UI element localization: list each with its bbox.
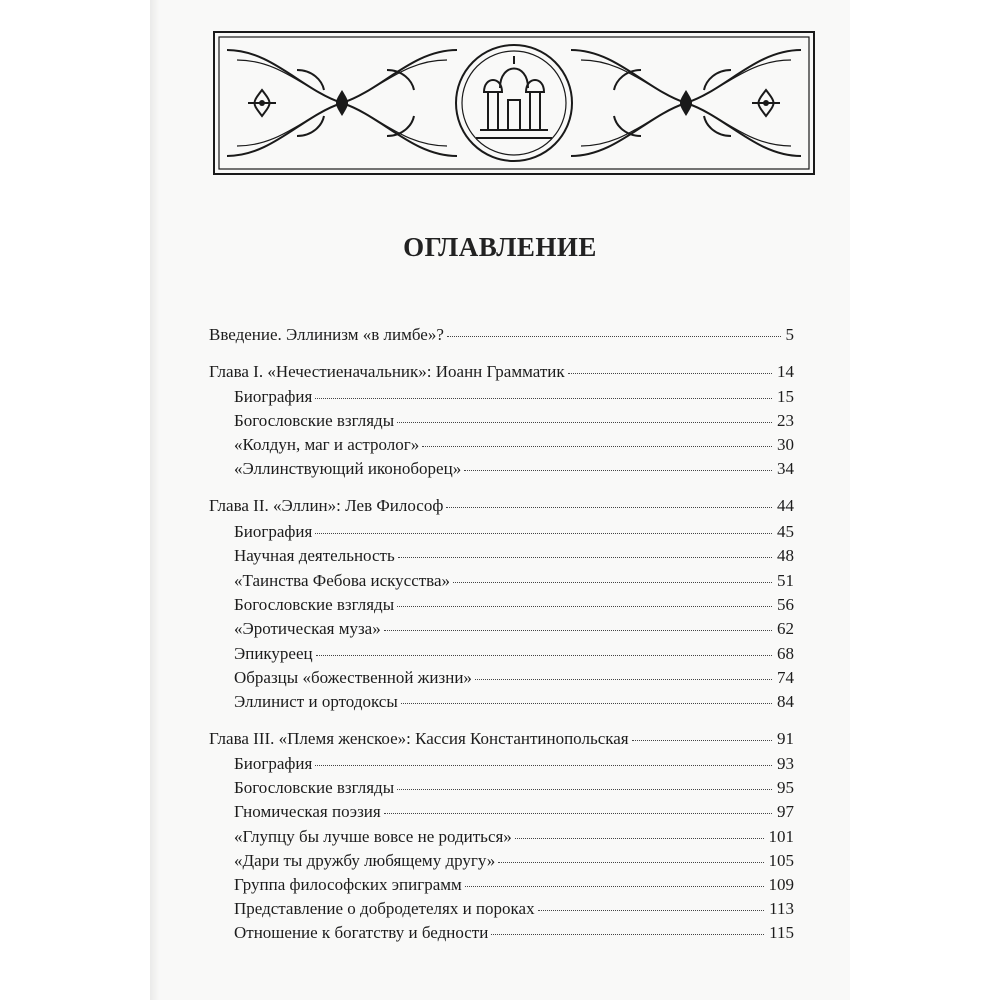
toc-entry-title: Биография bbox=[234, 387, 313, 406]
toc-entry-title: Введение. Эллинизм «в лимбе»? bbox=[209, 325, 444, 344]
toc-entry bbox=[234, 386, 794, 408]
toc-entry-title: Гномическая поэзия bbox=[234, 802, 381, 821]
toc-entry-title: Глава III. «Племя женское»: Кассия Константинопольская bbox=[209, 729, 629, 748]
toc-entry-title: «Эротическая муза» bbox=[234, 619, 381, 638]
toc-entry bbox=[234, 570, 794, 592]
toc-entry-page-number: 48 bbox=[777, 546, 794, 565]
toc-entry-title: Группа философских эпиграмм bbox=[234, 875, 462, 894]
toc-entry-page-number: 105 bbox=[768, 851, 794, 870]
toc-entry-page-number: 44 bbox=[777, 496, 794, 515]
toc-entry bbox=[234, 434, 794, 456]
toc-entry-page-number: 34 bbox=[777, 459, 794, 478]
toc-entry bbox=[234, 826, 794, 848]
dot-leader bbox=[498, 862, 763, 863]
toc-entry-page-number: 109 bbox=[768, 875, 794, 894]
dot-leader bbox=[316, 655, 772, 656]
toc-entry bbox=[209, 495, 794, 517]
toc-entry bbox=[234, 777, 794, 799]
dot-leader bbox=[422, 446, 772, 447]
dot-leader bbox=[384, 813, 772, 814]
dot-leader bbox=[397, 422, 772, 423]
toc-entry bbox=[234, 521, 794, 543]
toc-entry bbox=[234, 874, 794, 896]
toc-entry-title: Богословские взгляды bbox=[234, 778, 395, 797]
toc-entry bbox=[234, 691, 794, 713]
toc-entry bbox=[234, 594, 794, 616]
toc-entry-title: Эпикуреец bbox=[234, 644, 313, 663]
dot-leader bbox=[315, 398, 772, 399]
dot-leader bbox=[446, 507, 772, 508]
dot-leader bbox=[315, 765, 772, 766]
toc-entry bbox=[234, 458, 794, 480]
toc-entry-page-number: 115 bbox=[769, 923, 794, 942]
toc-entry-page-number: 51 bbox=[777, 571, 794, 590]
dot-leader bbox=[464, 470, 772, 471]
dot-leader bbox=[447, 336, 781, 337]
dot-leader bbox=[491, 934, 764, 935]
toc-entry-page-number: 45 bbox=[777, 522, 794, 541]
toc-entry-page-number: 93 bbox=[777, 754, 794, 773]
toc-entry-title: Биография bbox=[234, 754, 313, 773]
toc-entry bbox=[209, 324, 794, 346]
toc-entry-title: Биография bbox=[234, 522, 313, 541]
dot-leader bbox=[453, 582, 772, 583]
toc-entry-page-number: 113 bbox=[769, 899, 794, 918]
dot-leader bbox=[465, 886, 764, 887]
dot-leader bbox=[632, 740, 772, 741]
toc-entry-page-number: 95 bbox=[777, 778, 794, 797]
toc-entry bbox=[234, 922, 794, 944]
toc-entry-page-number: 56 bbox=[777, 595, 794, 614]
toc-entry bbox=[234, 643, 794, 665]
toc-entry-title: Представление о добродетелях и пороках bbox=[234, 899, 535, 918]
toc-entry bbox=[209, 728, 794, 750]
dot-leader bbox=[515, 838, 764, 839]
toc-entry-title: Глава II. «Эллин»: Лев Философ bbox=[209, 496, 444, 515]
toc-entry-title: Богословские взгляды bbox=[234, 411, 395, 430]
toc-entry-page-number: 68 bbox=[777, 644, 794, 663]
toc-entry bbox=[234, 753, 794, 775]
toc-entry-title: «Таинства Фебова искусства» bbox=[234, 571, 451, 590]
toc-entry bbox=[234, 898, 794, 920]
dot-leader bbox=[315, 533, 772, 534]
toc-entry-title: Научная деятельность bbox=[234, 546, 395, 565]
toc-entry-page-number: 91 bbox=[777, 729, 794, 748]
toc-entry-page-number: 15 bbox=[777, 387, 794, 406]
dot-leader bbox=[397, 789, 772, 790]
dot-leader bbox=[568, 373, 772, 374]
toc-entry-page-number: 84 bbox=[777, 692, 794, 711]
toc-entry bbox=[234, 410, 794, 432]
toc-heading: ОГЛАВЛЕНИЕ bbox=[403, 232, 597, 262]
dot-leader bbox=[475, 679, 772, 680]
toc-entry-title: Образцы «божественной жизни» bbox=[234, 668, 472, 687]
toc-entry-page-number: 97 bbox=[777, 802, 794, 821]
toc-entry-title: Эллинист и ортодоксы bbox=[234, 692, 398, 711]
toc-entry-title: «Эллинствующий иконоборец» bbox=[234, 459, 462, 478]
toc-entry-page-number: 14 bbox=[777, 362, 794, 381]
toc-entry bbox=[234, 850, 794, 872]
toc-entry-page-number: 101 bbox=[768, 827, 794, 846]
toc-entry bbox=[209, 361, 794, 383]
dot-leader bbox=[397, 606, 772, 607]
toc-entry bbox=[234, 618, 794, 640]
dot-leader bbox=[398, 557, 772, 558]
toc-entry bbox=[234, 667, 794, 689]
dot-leader bbox=[384, 630, 772, 631]
toc-entry-page-number: 30 bbox=[777, 435, 794, 454]
toc-entry bbox=[234, 801, 794, 823]
toc-entry-title: Глава I. «Нечестиеначальник»: Иоанн Грамматик bbox=[209, 362, 565, 381]
toc-entry-title: «Колдун, маг и астролог» bbox=[234, 435, 420, 454]
toc-entry bbox=[234, 545, 794, 567]
toc-entry-title: Отношение к богатству и бедности bbox=[234, 923, 489, 942]
toc-entry-title: «Глупцу бы лучше вовсе не родиться» bbox=[234, 827, 512, 846]
toc-entry-page-number: 5 bbox=[785, 325, 794, 344]
toc-entry-page-number: 62 bbox=[777, 619, 794, 638]
dot-leader bbox=[401, 703, 772, 704]
toc-entry-page-number: 23 bbox=[777, 411, 794, 430]
toc-entry-title: «Дари ты дружбу любящему другу» bbox=[234, 851, 496, 870]
toc-entry-title: Богословские взгляды bbox=[234, 595, 395, 614]
toc-entry-page-number: 74 bbox=[777, 668, 794, 687]
dot-leader bbox=[538, 910, 765, 911]
